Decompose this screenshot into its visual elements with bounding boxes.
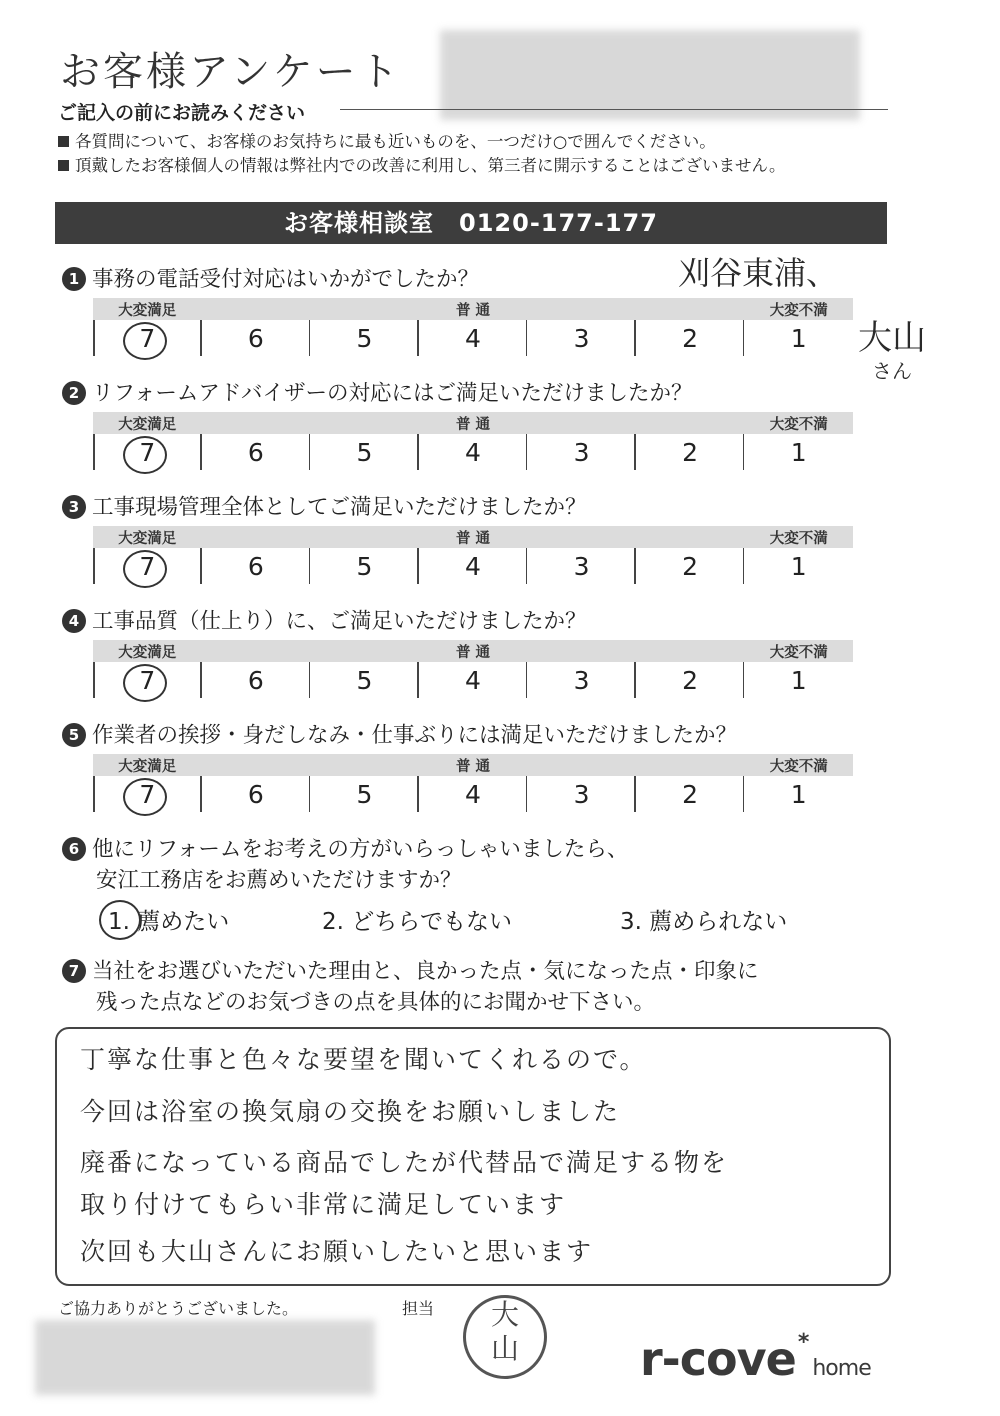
rating-option[interactable]: [419, 298, 528, 356]
rating-option[interactable]: [310, 754, 419, 812]
rating-value: 6: [247, 666, 264, 695]
rating-scale: [93, 298, 853, 356]
question-4: [62, 604, 587, 635]
option-neutral[interactable]: 2. どちらでもない: [322, 909, 513, 935]
question-text: リフォームアドバイザーの対応にはご満足いただけましたか？: [92, 381, 693, 406]
question-3: [62, 490, 587, 521]
square-bullet-icon: [58, 136, 69, 147]
logo-text: r-cove: [640, 1332, 796, 1386]
rating-value: 5: [356, 780, 373, 809]
rating-option[interactable]: [527, 526, 636, 584]
rating-option[interactable]: [527, 298, 636, 356]
question-2: [62, 376, 693, 407]
rating-value: 1: [790, 552, 807, 581]
handwritten-store: 刈谷東浦、: [678, 254, 839, 292]
rating-option[interactable]: [636, 526, 745, 584]
rating-option[interactable]: [636, 754, 745, 812]
rating-value: 4: [465, 666, 481, 695]
rating-value: 3: [573, 552, 590, 581]
divider: [340, 109, 888, 110]
rating-option[interactable]: [310, 640, 419, 698]
rating-value: 5: [356, 438, 373, 467]
rating-value: 4: [465, 780, 481, 809]
rating-value: 6: [247, 780, 264, 809]
scale-label-best: 大変満足: [118, 759, 177, 775]
selected-option-circle: [99, 900, 141, 940]
rating-value: 6: [247, 324, 264, 353]
rating-option[interactable]: [744, 526, 853, 584]
rating-option[interactable]: [202, 412, 311, 470]
comment-line: 今回は浴室の換気扇の交換をお願いしました: [80, 1097, 621, 1126]
scale-label-middle: 普 通: [455, 759, 491, 775]
scale-label-best: 大変満足: [118, 531, 177, 547]
rating-value: 7: [139, 438, 156, 467]
rating-option[interactable]: [419, 526, 528, 584]
rating-value: 3: [573, 438, 590, 467]
rating-value: 5: [356, 666, 373, 695]
handwritten-name: 大山: [858, 318, 926, 358]
rating-option[interactable]: [744, 298, 853, 356]
question-number-badge: 1: [62, 267, 86, 291]
rating-value: 4: [465, 324, 481, 353]
rating-value: 6: [247, 438, 264, 467]
rating-value: 4: [465, 438, 481, 467]
scale-label-worst: 大変不満: [769, 417, 828, 433]
question-6-line2: 安江工務店をお薦めいただけますか？: [96, 868, 462, 893]
staff-seal: [463, 1295, 547, 1379]
rating-option[interactable]: [93, 412, 202, 470]
rating-option[interactable]: [202, 754, 311, 812]
question-number-badge: 6: [62, 837, 86, 861]
rating-option[interactable]: [636, 298, 745, 356]
rating-option[interactable]: [93, 754, 202, 812]
rating-option[interactable]: [527, 640, 636, 698]
instructions-heading: ご記入の前にお読みください: [58, 102, 306, 124]
page-title: お客様アンケート: [60, 49, 402, 95]
logo-sub: home: [812, 1356, 871, 1381]
rating-option[interactable]: [744, 412, 853, 470]
rating-value: 2: [682, 552, 699, 581]
question-text: 事務の電話受付対応はいかがでしたか？: [92, 267, 480, 292]
rating-option[interactable]: [202, 298, 311, 356]
rating-option[interactable]: [310, 298, 419, 356]
rating-scale: [93, 754, 853, 812]
rating-value: 1: [790, 324, 807, 353]
question-1: [62, 262, 479, 293]
rating-value: 5: [356, 324, 373, 353]
rating-option[interactable]: [419, 640, 528, 698]
redacted-area: [35, 1320, 375, 1395]
rating-value: 3: [573, 780, 590, 809]
option-not-recommend[interactable]: 3. 薦められない: [620, 909, 788, 935]
rating-value: 7: [139, 780, 156, 809]
rating-value: 4: [465, 552, 481, 581]
scale-label-best: 大変満足: [118, 417, 177, 433]
rating-value: 7: [139, 552, 156, 581]
question-6: [62, 832, 628, 863]
rating-option[interactable]: [744, 754, 853, 812]
question-text: 工事現場管理全体としてご満足いただけましたか？: [92, 495, 587, 520]
question-text: 他にリフォームをお考えの方がいらっしゃいましたら、: [92, 837, 629, 862]
rating-scale: [93, 640, 853, 698]
rating-value: 5: [356, 552, 373, 581]
rating-value: 1: [790, 666, 807, 695]
rating-value: 6: [247, 552, 264, 581]
comment-line: 次回も大山さんにお願いしたいと思います: [80, 1237, 594, 1266]
instruction-text: 頂戴したお客様個人の情報は弊社内での改善に利用し、第三者に開示することはございません。: [75, 156, 786, 175]
rating-option[interactable]: [527, 754, 636, 812]
rating-value: 1: [790, 780, 807, 809]
scale-label-best: 大変満足: [118, 645, 177, 661]
question-5: [62, 718, 737, 749]
rating-value: 2: [682, 324, 699, 353]
rating-option[interactable]: [636, 412, 745, 470]
rating-option[interactable]: [419, 754, 528, 812]
rating-value: 3: [573, 666, 590, 695]
option-recommend[interactable]: 1. 薦めたい: [108, 909, 230, 935]
comment-line: 廃番になっている商品でしたが代替品で満足する物を: [80, 1148, 729, 1177]
rating-option[interactable]: [202, 640, 311, 698]
rating-option[interactable]: [93, 298, 202, 356]
question-7: [62, 954, 759, 985]
thanks-text: ご協力ありがとうございました。: [58, 1299, 299, 1318]
rating-option[interactable]: [527, 412, 636, 470]
rating-option[interactable]: [419, 412, 528, 470]
rating-value: 2: [682, 438, 699, 467]
rating-option[interactable]: [636, 640, 745, 698]
instruction-text: 各質問について、お客様のお気持ちに最も近いものを、一つだけ○で囲んでください。: [75, 132, 716, 151]
question-7-line2: 残った点などのお気づきの点を具体的にお聞かせ下さい。: [96, 990, 656, 1015]
question-number-badge: 3: [62, 495, 86, 519]
scale-label-middle: 普 通: [455, 417, 491, 433]
handwritten-suffix: さん: [872, 359, 912, 383]
rating-option[interactable]: [310, 412, 419, 470]
square-bullet-icon: [58, 160, 69, 171]
scale-label-worst: 大変不満: [769, 759, 828, 775]
scale-label-worst: 大変不満: [769, 645, 828, 661]
question-number-badge: 4: [62, 609, 86, 633]
question-text: 工事品質（仕上り）に、ご満足いただけましたか？: [92, 609, 587, 634]
company-logo: [640, 1330, 871, 1386]
seal-char: 大: [490, 1298, 519, 1331]
question-number-badge: 2: [62, 381, 86, 405]
customer-service-banner: お客様相談室 0120-177-177: [55, 202, 887, 244]
comment-line: 丁寧な仕事と色々な要望を聞いてくれるので。: [80, 1045, 647, 1074]
rating-option[interactable]: [93, 526, 202, 584]
rating-value: 7: [139, 324, 156, 353]
question-text: 作業者の挨拶・身だしなみ・仕事ぶりには満足いただけましたか？: [92, 723, 738, 748]
rating-scale: [93, 526, 853, 584]
instruction-note: [58, 152, 786, 176]
staff-label: 担当: [402, 1299, 435, 1318]
scale-label-worst: 大変不満: [769, 531, 828, 547]
scale-label-middle: 普 通: [455, 531, 491, 547]
comment-line: 取り付けてもらい非常に満足しています: [80, 1190, 567, 1219]
rating-value: 3: [573, 324, 590, 353]
rating-scale: [93, 412, 853, 470]
question-text: 当社をお選びいただいた理由と、良かった点・気になった点・印象に: [92, 959, 759, 984]
rating-option[interactable]: [93, 640, 202, 698]
rating-option[interactable]: [744, 640, 853, 698]
question-number-badge: 5: [62, 723, 86, 747]
rating-option[interactable]: [202, 526, 311, 584]
scale-label-best: 大変満足: [118, 303, 177, 319]
rating-value: 2: [682, 780, 699, 809]
rating-value: 1: [790, 438, 807, 467]
scale-label-worst: 大変不満: [769, 303, 828, 319]
redacted-area: [440, 30, 860, 120]
question-number-badge: 7: [62, 959, 86, 983]
scale-label-middle: 普 通: [455, 303, 491, 319]
rating-value: 2: [682, 666, 699, 695]
rating-value: 7: [139, 666, 156, 695]
rating-option[interactable]: [310, 526, 419, 584]
logo-mark: *: [797, 1330, 809, 1355]
seal-char: 山: [490, 1332, 519, 1365]
instruction-note: [58, 128, 716, 152]
scale-label-middle: 普 通: [455, 645, 491, 661]
